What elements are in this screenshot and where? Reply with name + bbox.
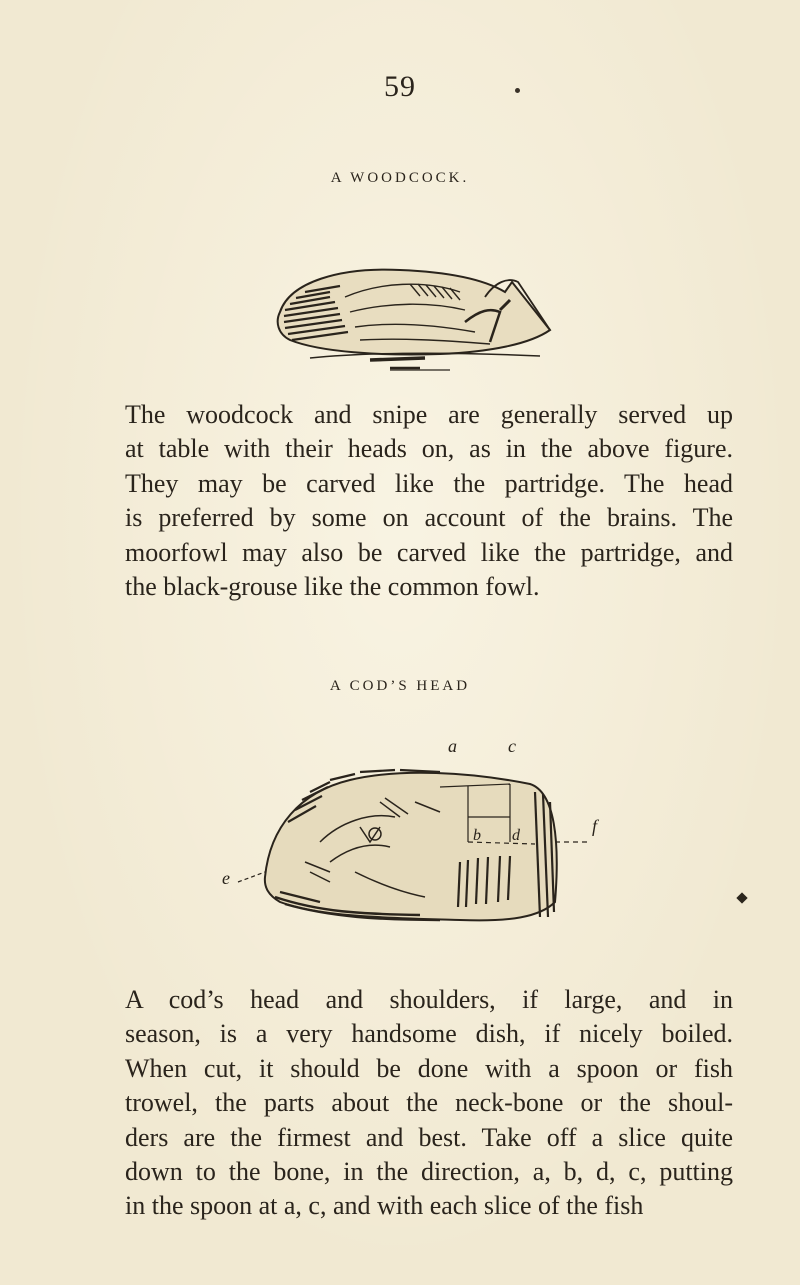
label-a: a: [448, 736, 457, 756]
label-b: b: [473, 827, 481, 844]
text-line: at table with their heads on, as in the above figure.: [125, 434, 733, 464]
label-f: f: [592, 816, 598, 836]
text-line: The woodcock and snipe are generally served up: [125, 400, 733, 429]
text-line: season, is a very handsome dish, if nicely boiled.: [125, 1019, 733, 1049]
text-line: down to the bone, in the direction, a, b, d, c, putting: [125, 1157, 733, 1187]
text-line: A cod’s head and shoulders, if large, and in: [125, 985, 733, 1014]
cods-head-illustration: [210, 732, 610, 942]
section-heading-woodcock: A WOODCOCK.: [330, 170, 470, 186]
text-line: in the spoon at a, c, and with each slice of the fish: [125, 1191, 644, 1221]
cods-head-paragraph: [125, 983, 733, 1224]
text-line: When cut, it should be done with a spoon or fish: [125, 1053, 733, 1083]
text-line: ders are the firmest and best. Take off a slice quite: [125, 1122, 733, 1152]
text-line: trowel, the parts about the neck-bone or the shoul-: [125, 1088, 733, 1118]
label-e: e: [222, 868, 230, 888]
woodcock-paragraph: [125, 398, 733, 604]
page-dot: [515, 88, 520, 93]
text-line: is preferred by some on account of the brains. The: [125, 503, 733, 533]
margin-mark: [736, 892, 747, 903]
text-line: moorfowl may also be carved like the partridge, and: [125, 537, 733, 567]
page-number: 59: [384, 70, 416, 103]
label-d: d: [512, 827, 520, 844]
label-c: c: [508, 736, 516, 756]
text-line: the black-grouse like the common fowl.: [125, 572, 540, 602]
text-line: They may be carved like the partridge. The head: [125, 468, 733, 498]
woodcock-illustration: [250, 252, 560, 377]
section-heading-cods-head: A COD’S HEAD: [329, 678, 471, 694]
